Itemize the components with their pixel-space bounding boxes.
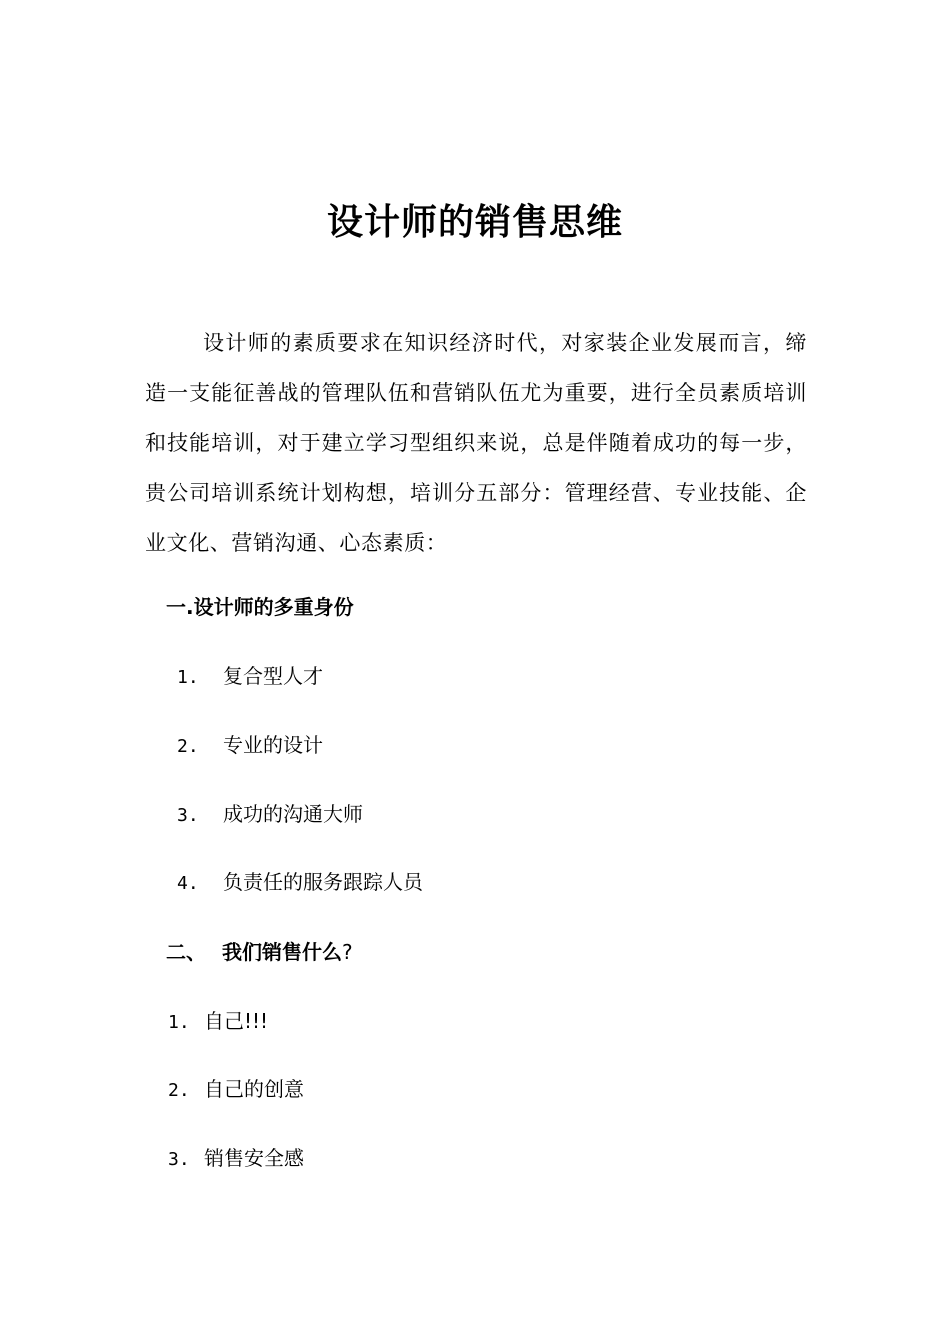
- question-mark: ?: [342, 940, 353, 964]
- list-item: [177, 730, 323, 762]
- list-item-text: 自己的创意: [204, 1077, 304, 1101]
- list-item-number: 3.: [177, 805, 199, 826]
- section-heading-text: 我们销售什么: [222, 940, 342, 964]
- section-heading-what-we-sell: [166, 937, 353, 967]
- list-item-text: 复合型人才: [223, 664, 323, 688]
- document-title: 设计师的销售思维: [326, 202, 623, 243]
- list-item-number: 2.: [177, 736, 199, 757]
- list-item-text: 负责任的服务跟踪人员: [223, 870, 423, 894]
- section-heading-identities: [166, 592, 354, 622]
- list-item-text: 销售安全感: [204, 1146, 304, 1170]
- list-item: [168, 1074, 304, 1106]
- list-item: [177, 661, 323, 693]
- list-item-number: 3.: [168, 1149, 190, 1170]
- intro-paragraph: 设计师的素质要求在知识经济时代，对家装企业发展而言，缔造一支能征善战的管理队伍和营销队伍尤为重要，进行全员素质培训和技能培训，对于建立学习型组织来说，总是伴随着成功的每一步，贵公司培训系统计划构想，培训分五部分：管理经营、专业技能、企业文化、营销沟通、心态素质：: [145, 331, 807, 555]
- list-item-text: 成功的沟通大师: [223, 802, 363, 826]
- list-item: [177, 867, 423, 899]
- list-item-number: 2.: [168, 1080, 190, 1101]
- list-item: [177, 799, 363, 831]
- list-item-text: 专业的设计: [223, 733, 323, 757]
- list-item-number: 4.: [177, 873, 199, 894]
- list-item-number: 1.: [177, 667, 199, 688]
- list-item: [168, 1143, 304, 1175]
- section-marker: 一.: [166, 595, 194, 619]
- list-item-number: 1.: [168, 1012, 190, 1033]
- section-marker: 二、: [166, 940, 206, 964]
- list-item-text: 自己!!!: [204, 1009, 269, 1033]
- section-heading-text: 设计师的多重身份: [193, 595, 354, 619]
- list-item: [168, 1006, 268, 1038]
